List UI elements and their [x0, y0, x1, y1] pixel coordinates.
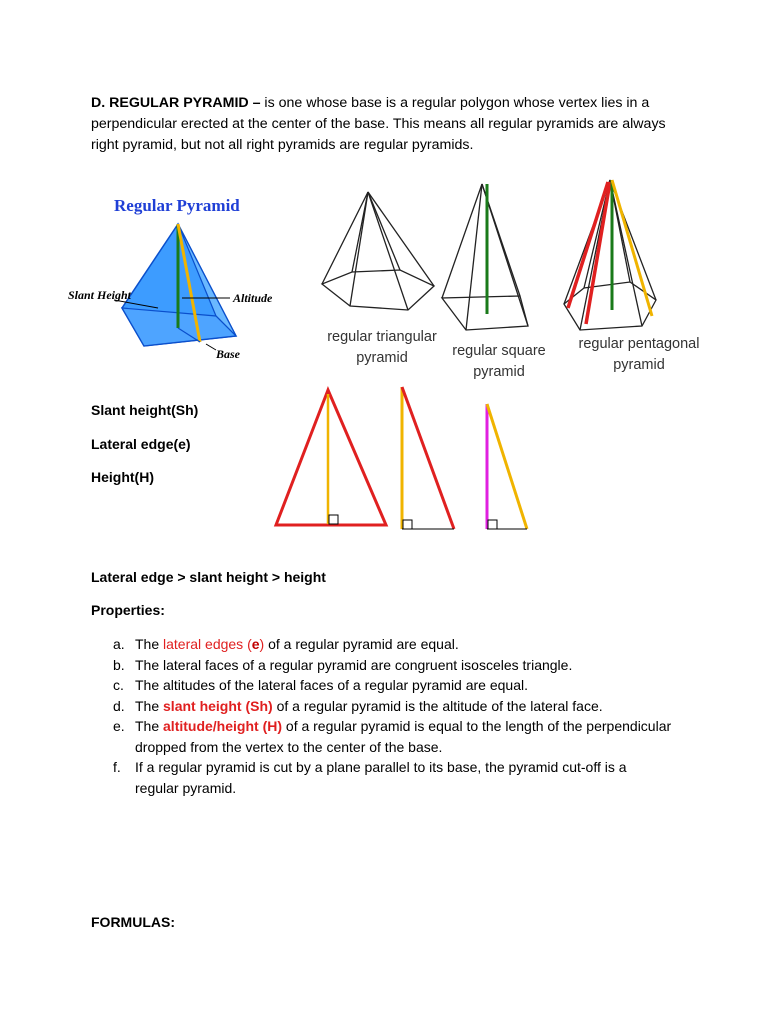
- triangular-caption: [312, 327, 452, 369]
- pentagonal-lateral-edge-2: [586, 182, 610, 324]
- pentagonal-caption: [566, 334, 712, 376]
- property-b-marker: b.: [113, 656, 125, 673]
- square-caption: [436, 341, 562, 383]
- formulas-heading: FORMULAS:: [91, 914, 175, 930]
- triangular-caption-line2: pyramid: [356, 350, 408, 366]
- property-e-pre: The: [135, 718, 164, 734]
- property-d-marker: d.: [113, 697, 125, 714]
- property-a-highlight-close: ): [259, 636, 265, 652]
- property-a-pre: The: [135, 636, 164, 652]
- property-c: [113, 675, 673, 696]
- property-c-text: The altitudes of the lateral faces of a regular pyramid are equal.: [135, 677, 528, 693]
- intro-paragraph: [91, 93, 691, 156]
- triangle-diagrams: [270, 382, 540, 534]
- pentagonal-pyramid-figure: [558, 176, 662, 336]
- base-pointer: [206, 344, 216, 350]
- property-e-highlight: altitude/height (H): [163, 718, 283, 734]
- property-a-highlight: lateral edges (: [163, 636, 252, 652]
- square-pyramid-figure: [436, 180, 536, 336]
- pentagonal-slant-line: [612, 180, 652, 316]
- legend-lateral-edge: Lateral edge(e): [91, 436, 191, 452]
- property-a-e: e: [251, 636, 260, 652]
- property-b: [113, 655, 673, 676]
- property-e: [113, 716, 673, 757]
- triangular-caption-line1: regular triangular: [327, 329, 437, 345]
- right-tri-lateral-edge: [402, 387, 454, 529]
- right-tri-right-angle: [403, 520, 412, 529]
- height-tri-slant-side: [487, 404, 527, 529]
- pentagonal-caption-line2: pyramid: [613, 357, 665, 373]
- triangular-pyramid-figure: [312, 186, 442, 320]
- intro-heading: D. REGULAR PYRAMID –: [91, 95, 261, 111]
- lateral-face-triangle: [276, 390, 386, 525]
- base-label: Base: [216, 347, 240, 361]
- legend-height: Height(H): [91, 469, 154, 485]
- altitude-label: Altitude: [233, 291, 273, 305]
- properties-list: [113, 634, 673, 798]
- face-right-angle: [329, 515, 338, 524]
- square-caption-line1: regular square: [452, 343, 546, 359]
- properties-heading: Properties:: [91, 602, 165, 618]
- property-d: [113, 696, 673, 717]
- property-f-marker: f.: [113, 759, 121, 775]
- property-d-highlight: slant height (Sh): [163, 697, 273, 714]
- pentagonal-caption-line1: regular pentagonal: [578, 336, 700, 352]
- slant-height-label: Slant Height: [68, 288, 132, 302]
- property-d-pre: The: [135, 697, 164, 714]
- legend-slant-height: Slant height(Sh): [91, 402, 199, 418]
- property-f-text: If a regular pyramid is cut by a plane parallel to its base, the pyramid cut-off is a regular pyramid.: [135, 759, 627, 796]
- square-caption-line2: pyramid: [473, 364, 525, 380]
- property-f: [113, 757, 673, 798]
- property-c-marker: c.: [113, 677, 124, 693]
- property-a-marker: a.: [113, 636, 125, 652]
- intro-text: is one whose base is a regular polygon whose vertex lies in a perpendicular erected at the center of the base. This means all regular pyramids are always right pyramid, but not all right pyramids are regular pyramids.: [91, 95, 666, 153]
- comparison-statement: Lateral edge > slant height > height: [91, 569, 326, 585]
- property-a-post: of a regular pyramid are equal.: [264, 636, 459, 652]
- regular-pyramid-title: Regular Pyramid: [114, 196, 240, 215]
- property-b-text: The lateral faces of a regular pyramid are congruent isosceles triangle.: [135, 656, 573, 673]
- property-e-marker: e.: [113, 718, 125, 734]
- property-a: [113, 634, 673, 655]
- property-d-post: of a regular pyramid is the altitude of the lateral face.: [272, 697, 603, 714]
- property-e-post: of a regular pyramid is equal to the length of the perpendicular dropped from the vertex to the center of the base.: [135, 718, 672, 755]
- height-tri-right-angle: [488, 520, 497, 529]
